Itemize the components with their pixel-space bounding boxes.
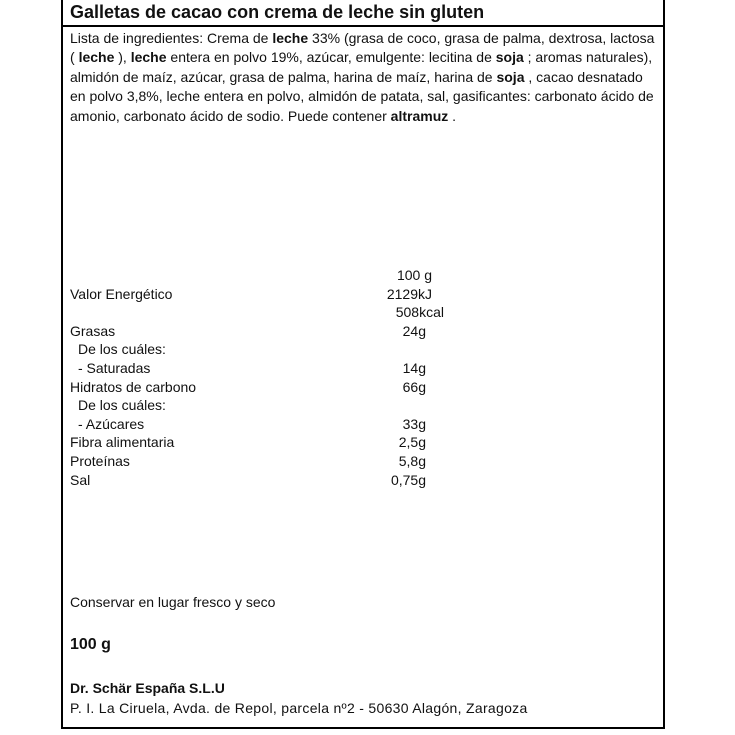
- nutrition-row: [70, 471, 450, 490]
- nutrition-row: [70, 433, 450, 452]
- ingredient-text: ; aromas naturales), almidón de maíz, azúcar, grasa de palma, harina de maíz, harina de: [70, 49, 653, 85]
- nutrition-value: 2,5g: [398, 434, 426, 451]
- nutrition-row: [70, 285, 450, 304]
- allergen-highlight: altramuz: [390, 107, 449, 124]
- ingredient-text: entera en polvo 19%, azúcar, emulgente: lecitina de: [166, 49, 496, 66]
- nutrition-value: 24g: [402, 322, 426, 339]
- nutrition-value: 5,8g: [398, 452, 426, 469]
- nutrition-label: Fibra alimentaria: [70, 434, 175, 451]
- ingredient-text: ),: [114, 49, 131, 66]
- nutrition-value: 66g: [402, 378, 426, 395]
- nutrition-row: [70, 378, 450, 397]
- nutrition-row: [70, 359, 450, 378]
- ingredient-text: 33% (grasa de coco, grasa de palma, dextrosa, lactosa (: [70, 30, 655, 66]
- company-name: Dr. Schär España S.L.U: [70, 680, 225, 696]
- nutrition-row: [70, 396, 450, 415]
- nutrition-table: [70, 266, 450, 489]
- ingredients-list: [70, 29, 662, 126]
- nutrition-label: Proteínas: [70, 452, 130, 469]
- product-title: Galletas de cacao con crema de leche sin gluten: [70, 2, 485, 22]
- nutrition-value: 2129kJ: [386, 285, 432, 302]
- nutrition-label: Valor Energético: [70, 285, 173, 302]
- nutrition-value: 14g: [402, 359, 426, 376]
- nutrition-label: De los cuáles:: [78, 397, 166, 414]
- nutrition-row: [70, 322, 450, 341]
- nutrition-label: Hidratos de carbono: [70, 378, 197, 395]
- nutrition-header-row: [70, 266, 450, 285]
- nutrition-value: 508kcal: [395, 304, 444, 321]
- ingredient-text: , cacao desnatado en polvo 3,8%, leche entera en polvo, almidón de patata, sal, gasificantes: carbonato ácido de amonio, carbonato ácido de sodio. Puede contener: [70, 68, 654, 124]
- nutrition-row: [70, 340, 450, 359]
- nutrition-label: Grasas: [70, 322, 116, 339]
- nutrition-value: 33g: [402, 415, 426, 432]
- ingredient-text: .: [448, 107, 457, 124]
- nutrition-label: - Saturadas: [78, 359, 151, 376]
- ingredient-text: Lista de ingredientes: Crema de: [70, 30, 273, 46]
- company-address: P. I. La Ciruela, Avda. de Repol, parcela nº2 - 50630 Alagón, Zaragoza: [70, 700, 528, 716]
- nutrition-label: De los cuáles:: [78, 341, 166, 358]
- nutrition-row: [70, 452, 450, 471]
- nutrition-header-per-100g: 100 g: [396, 267, 432, 283]
- net-weight: 100 g: [70, 636, 111, 653]
- storage-instructions: Conservar en lugar fresco y seco: [70, 594, 276, 610]
- allergen-highlight: leche: [130, 49, 167, 66]
- allergen-highlight: soja: [496, 68, 525, 85]
- nutrition-label: Sal: [70, 471, 91, 488]
- nutrition-row: [70, 303, 450, 322]
- nutrition-label: - Azúcares: [78, 415, 145, 432]
- allergen-highlight: leche: [78, 49, 115, 66]
- nutrition-value: 0,75g: [390, 471, 426, 488]
- nutrition-row: [70, 415, 450, 434]
- allergen-highlight: leche: [272, 30, 309, 46]
- allergen-highlight: soja: [495, 49, 524, 66]
